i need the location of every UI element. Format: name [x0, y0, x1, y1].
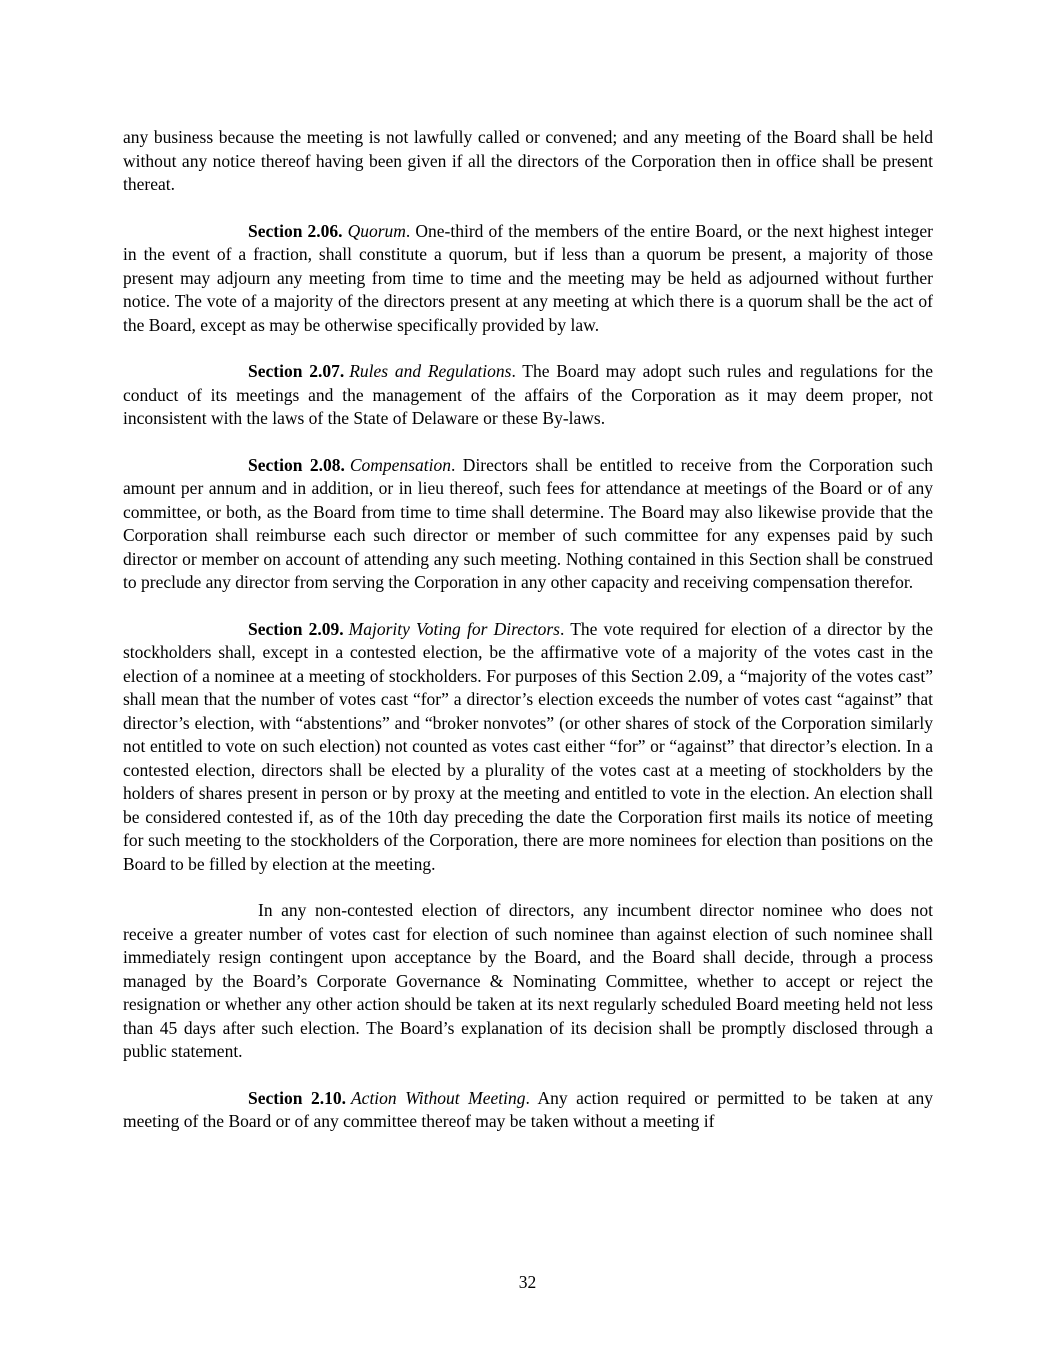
section-2-07-paragraph [123, 360, 933, 431]
section-2-10-label: Section 2.10. [248, 1087, 346, 1108]
section-2-09-body: . The vote required for election of a director by the stockholders shall, except in a contested election, be the affirmative vote of a majority of the votes cast in the election of a nominee at a meeting of stockholders. For purposes of this Section 2.09, a “majority of the votes cast” shall mean that the number of votes cast “for” a director’s election exceeds the number of votes cast “against” that director’s election, with “abstentions” and “broker nonvotes” (or other shares of stock of the Corporation similarly not entitled to vote on such election) not counted as votes cast either “for” or “against” that director’s election. In a contested election, directors shall be elected by a plurality of the votes cast at a meeting of stockholders by the holders of shares present in person or by proxy at the meeting and entitled to vote in the election. An election shall be considered contested if, as of the 10th day preceding the date the Corporation first mails its notice of meeting for such meeting to the stockholders of the Corporation, there are more nominees for election than positions on the Board to be filled by election at the meeting. [123, 618, 933, 874]
section-2-08-title: Compensation [349, 454, 451, 475]
section-2-10-body: . Any action required or permitted to be taken at any meeting of the Board or of any committee thereof may be taken without a meeting if [123, 1087, 933, 1131]
non-contested-election-paragraph [123, 899, 933, 1064]
section-2-06-title: Quorum [347, 220, 406, 241]
section-2-10-paragraph [123, 1087, 933, 1134]
page-number: 32 [518, 1272, 537, 1292]
document-body [123, 126, 933, 1157]
section-2-08-paragraph [123, 454, 933, 595]
section-2-09-paragraph [123, 618, 933, 877]
section-2-06-label: Section 2.06. [248, 220, 343, 241]
section-2-07-title: Rules and Regulations [349, 361, 512, 381]
section-2-08-body: . Directors shall be entitled to receive from the Corporation such amount per annum and in addition, or in lieu thereof, such fees for attendance at meetings of the Board or of any committee, or both, as the Board from time to time shall determine. The Board may also likewise provide that the Corporation shall reimburse each such director or member of such committee for any expenses paid by such director or member on account of attending any such meeting. Nothing contained in this Section shall be construed to preclude any director from serving the Corporation in any other capacity and receiving compensation therefor. [123, 454, 933, 592]
paragraph-text: any business because the meeting is not lawfully called or convened; and any meeting of the Board shall be held without any notice thereof having been given if all the directors of the Corporation then in office shall be present thereat. [123, 127, 933, 194]
section-2-07-body: . The Board may adopt such rules and regulations for the conduct of its meetings and the management of the affairs of the Corporation as it may deem proper, not inconsistent with the laws of the State of Delaware or these By-laws. [123, 361, 933, 428]
paragraph-text: In any non-contested election of directors, any incumbent director nominee who does not receive a greater number of votes cast for election of such nominee than against election of such nominee shall immediately resign contingent upon acceptance by the Board, and the Board shall decide, through a process managed by the Board’s Corporate Governance & Nominating Committee, whether to accept or reject the resignation or whether any other action should be taken at its next regularly scheduled Board meeting held not less than 45 days after such election. The Board’s explanation of its decision shall be promptly disclosed through a public statement. [123, 900, 933, 1061]
section-2-09-title: Majority Voting for Directors [348, 618, 560, 639]
section-2-10-title: Action Without Meeting [350, 1087, 526, 1108]
section-2-07-label: Section 2.07. [248, 361, 345, 381]
section-2-08-label: Section 2.08. [248, 454, 345, 475]
continuation-paragraph [123, 126, 933, 197]
section-2-06-paragraph [123, 220, 933, 338]
section-2-06-body: . One-third of the members of the entire Board, or the next highest integer in the event of a fraction, shall constitute a quorum, but if less than a quorum be present, a majority of those present may adjourn any meeting from time to time and the meeting may be held as adjourned without further notice. The vote of a majority of the directors present at any meeting at which there is a quorum shall be the act of the Board, except as may be otherwise specifically provided by law. [123, 220, 933, 335]
section-2-09-label: Section 2.09. [248, 618, 344, 639]
